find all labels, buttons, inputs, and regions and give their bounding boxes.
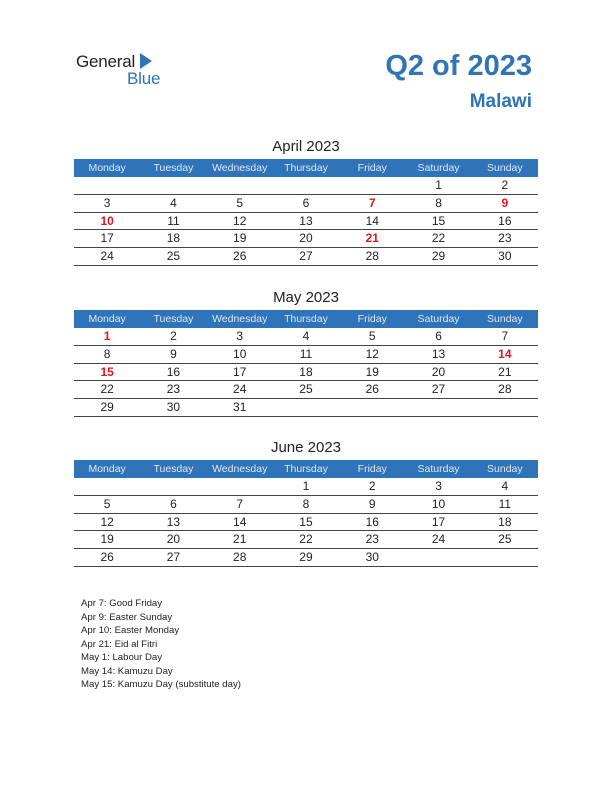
day-cell xyxy=(207,478,273,495)
weekday-header: Sunday xyxy=(487,463,523,475)
day-cell xyxy=(405,549,471,566)
day-cell: 15 xyxy=(431,213,446,228)
weekday-header: Tuesday xyxy=(153,162,194,174)
week-row xyxy=(74,478,538,496)
holiday-item: May 14: Kamuzu Day xyxy=(81,665,173,677)
day-cell: 8 xyxy=(103,346,111,361)
day-cell: 2 xyxy=(501,178,509,192)
day-cell: 13 xyxy=(299,213,313,228)
holiday-list xyxy=(81,597,241,692)
day-cell xyxy=(405,399,471,416)
weekday-header: Friday xyxy=(357,313,387,325)
holiday-day-cell: 14 xyxy=(498,346,512,361)
day-cell: 5 xyxy=(236,195,244,210)
day-cell: 23 xyxy=(166,382,181,397)
week-row xyxy=(74,549,538,567)
day-cell: 21 xyxy=(233,532,247,547)
weekday-header: Friday xyxy=(357,162,387,174)
day-cell: 25 xyxy=(299,382,313,397)
day-cell xyxy=(140,478,206,495)
day-cell: 16 xyxy=(498,213,512,228)
month-title: June 2023 xyxy=(270,439,342,456)
day-cell: 29 xyxy=(431,249,446,264)
week-row xyxy=(74,514,538,532)
day-cell: 15 xyxy=(299,514,313,529)
holiday-item: Apr 9: Easter Sunday xyxy=(81,611,173,623)
day-cell: 17 xyxy=(233,364,247,379)
day-cell: 22 xyxy=(100,382,114,397)
month-april xyxy=(74,137,538,266)
weekday-header-row xyxy=(74,460,538,478)
week-row xyxy=(74,381,538,399)
day-cell: 4 xyxy=(302,329,310,343)
day-cell xyxy=(74,177,140,194)
weekday-header-row xyxy=(74,159,538,177)
weekday-header: Thursday xyxy=(284,313,328,325)
day-cell: 7 xyxy=(236,496,244,511)
weekday-header: Wednesday xyxy=(212,162,268,174)
day-cell xyxy=(472,549,538,566)
day-cell: 24 xyxy=(233,382,247,397)
day-cell: 23 xyxy=(498,231,512,246)
week-row xyxy=(74,364,538,382)
weekday-header: Monday xyxy=(88,162,126,174)
day-cell: 18 xyxy=(166,231,181,246)
holiday-day-cell: 15 xyxy=(100,364,114,379)
weekday-header: Sunday xyxy=(487,162,523,174)
day-cell: 5 xyxy=(368,329,376,343)
week-row xyxy=(74,399,538,417)
month-may xyxy=(74,288,538,417)
day-cell: 27 xyxy=(166,550,181,565)
weekday-header: Tuesday xyxy=(153,463,194,475)
week-row xyxy=(74,328,538,346)
day-cell: 20 xyxy=(299,231,313,246)
day-cell: 14 xyxy=(365,213,379,228)
holiday-day-cell: 1 xyxy=(103,329,111,343)
day-cell: 7 xyxy=(501,329,509,343)
day-cell: 22 xyxy=(431,231,446,246)
day-cell xyxy=(273,177,339,194)
logo-general-text: General xyxy=(76,52,136,71)
weekday-header: Saturday xyxy=(417,313,460,325)
day-cell: 6 xyxy=(170,496,177,511)
day-cell: 9 xyxy=(368,496,376,511)
day-cell: 26 xyxy=(233,249,247,264)
day-cell: 11 xyxy=(167,213,180,228)
week-row xyxy=(74,496,538,514)
day-cell: 19 xyxy=(365,364,379,379)
day-cell: 13 xyxy=(166,514,181,529)
month-title: April 2023 xyxy=(272,138,340,155)
weekday-header: Wednesday xyxy=(212,463,268,475)
day-cell: 23 xyxy=(365,532,379,547)
month-title: May 2023 xyxy=(273,289,339,306)
day-cell: 20 xyxy=(166,532,181,547)
day-cell xyxy=(140,177,206,194)
day-cell: 16 xyxy=(365,514,379,529)
holiday-day-cell: 7 xyxy=(368,195,376,210)
day-cell: 11 xyxy=(498,496,512,511)
weekday-header: Monday xyxy=(88,313,126,325)
weekday-header: Tuesday xyxy=(153,313,194,325)
holiday-day-cell: 21 xyxy=(365,231,379,246)
logo-blue-text: Blue xyxy=(127,69,161,88)
day-cell: 5 xyxy=(103,496,111,511)
day-cell: 26 xyxy=(365,382,379,397)
week-row xyxy=(74,230,538,248)
day-cell: 2 xyxy=(170,329,177,343)
day-cell: 22 xyxy=(299,532,313,547)
day-cell: 4 xyxy=(170,195,177,210)
country-name: Malawi xyxy=(469,91,532,112)
day-cell: 10 xyxy=(431,496,446,511)
day-cell: 2 xyxy=(368,479,376,493)
holiday-item: May 1: Labour Day xyxy=(81,652,163,663)
holiday-item: Apr 21: Eid al Fitri xyxy=(81,638,158,650)
day-cell: 8 xyxy=(302,496,310,511)
day-cell: 12 xyxy=(365,346,379,361)
day-cell: 18 xyxy=(498,514,512,529)
day-cell: 12 xyxy=(100,514,114,529)
holiday-item: May 15: Kamuzu Day (substitute day) xyxy=(81,679,241,690)
day-cell: 28 xyxy=(233,550,247,565)
day-cell: 6 xyxy=(435,329,442,343)
weekday-header-row xyxy=(74,310,538,328)
day-cell: 4 xyxy=(501,479,509,493)
day-cell: 10 xyxy=(233,346,247,361)
logo-flag-icon xyxy=(140,53,152,69)
day-cell xyxy=(207,177,273,194)
week-row xyxy=(74,346,538,364)
weekday-header: Thursday xyxy=(284,162,328,174)
day-cell: 14 xyxy=(233,514,247,529)
day-cell: 25 xyxy=(498,532,512,547)
day-cell: 21 xyxy=(498,364,512,379)
day-cell: 24 xyxy=(100,249,114,264)
day-cell: 3 xyxy=(435,479,442,493)
day-cell: 29 xyxy=(100,400,114,415)
day-cell: 27 xyxy=(431,382,446,397)
day-cell: 30 xyxy=(166,400,181,415)
month-june xyxy=(74,438,538,567)
holiday-item: Apr 7: Good Friday xyxy=(81,598,163,609)
day-cell: 19 xyxy=(100,532,114,547)
day-cell: 24 xyxy=(431,532,446,547)
day-cell: 28 xyxy=(365,249,379,264)
day-cell: 11 xyxy=(299,346,313,361)
day-cell: 18 xyxy=(299,364,313,379)
day-cell: 6 xyxy=(302,195,310,210)
day-cell xyxy=(472,399,538,416)
day-cell xyxy=(339,177,405,194)
weekday-header: Friday xyxy=(357,463,387,475)
day-cell: 1 xyxy=(435,178,442,192)
day-cell: 17 xyxy=(431,514,446,529)
day-cell: 17 xyxy=(100,231,114,246)
day-cell xyxy=(74,478,140,495)
day-cell: 31 xyxy=(233,400,247,415)
day-cell: 3 xyxy=(236,329,244,343)
day-cell: 26 xyxy=(100,550,114,565)
day-cell: 19 xyxy=(233,231,247,246)
weekday-header: Sunday xyxy=(487,313,523,325)
day-cell: 28 xyxy=(498,382,512,397)
week-row xyxy=(74,177,538,195)
week-row xyxy=(74,213,538,231)
day-cell: 12 xyxy=(233,213,247,228)
weekday-header: Monday xyxy=(88,463,126,475)
week-row xyxy=(74,195,538,213)
day-cell: 30 xyxy=(498,249,512,264)
day-cell: 29 xyxy=(299,550,313,565)
day-cell: 3 xyxy=(103,195,111,210)
day-cell: 30 xyxy=(365,550,379,565)
week-row xyxy=(74,531,538,549)
logo xyxy=(76,52,176,92)
weekday-header: Thursday xyxy=(284,463,328,475)
weekday-header: Wednesday xyxy=(212,313,268,325)
day-cell xyxy=(273,399,339,416)
day-cell: 13 xyxy=(431,346,446,361)
weekday-header: Saturday xyxy=(417,463,460,475)
holiday-day-cell: 9 xyxy=(501,195,509,210)
holiday-day-cell: 10 xyxy=(100,213,114,228)
weekday-header: Saturday xyxy=(417,162,460,174)
holiday-item: Apr 10: Easter Monday xyxy=(81,625,180,636)
day-cell: 25 xyxy=(166,249,181,264)
day-cell: 9 xyxy=(170,346,177,361)
day-cell: 27 xyxy=(299,249,313,264)
day-cell: 16 xyxy=(166,364,181,379)
day-cell: 8 xyxy=(435,195,442,210)
day-cell xyxy=(339,399,405,416)
week-row xyxy=(74,248,538,266)
page-title: Q2 of 2023 xyxy=(385,50,532,82)
day-cell: 1 xyxy=(302,479,310,493)
day-cell: 20 xyxy=(431,364,446,379)
